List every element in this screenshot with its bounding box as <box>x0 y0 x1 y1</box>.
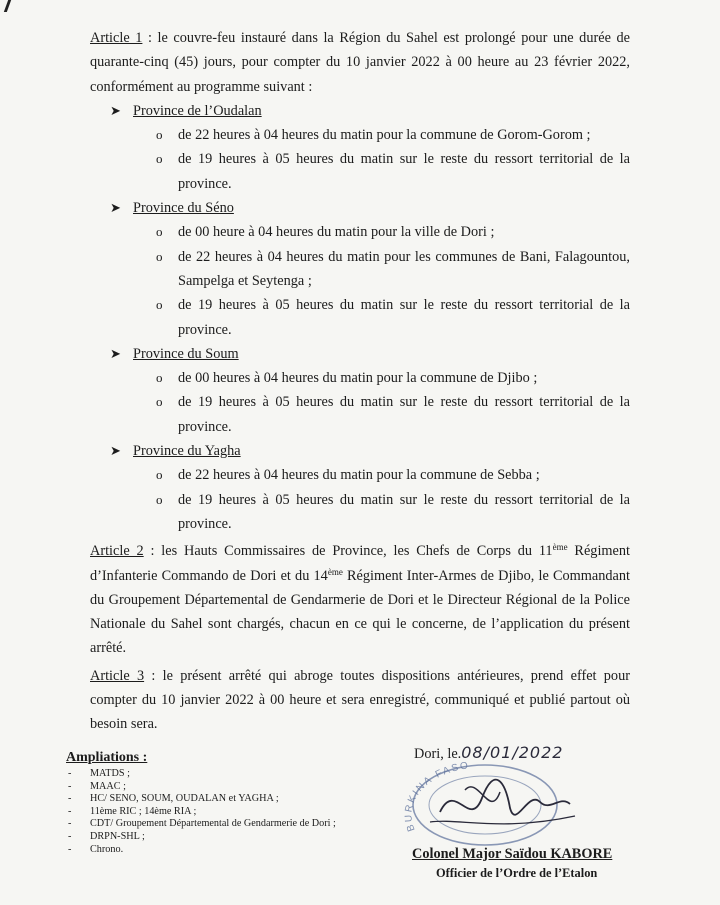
curfew-item <box>90 147 630 196</box>
article-2-text-3: Régiment Inter-Armes de Djibo, le Commandant du Groupement Départemental de Gendarmerie de Dori et le Directeur Régional de la Police Nationale du Sahel sont chargés, chacun en ce qui le concerne, de l’application du présent arrêté. <box>90 567 630 657</box>
stamp-and-signature <box>370 760 600 850</box>
signature-stroke-3 <box>465 787 500 802</box>
circle-bullet-icon: o <box>156 224 163 240</box>
curfew-item <box>90 220 630 244</box>
circle-bullet-icon: o <box>156 297 163 313</box>
corner-mark <box>4 0 25 12</box>
curfew-item <box>90 390 630 439</box>
circle-bullet-icon: o <box>156 491 163 507</box>
signatory-name: Colonel Major Saïdou KABORE <box>412 846 613 862</box>
curfew-item <box>90 463 630 487</box>
province-heading <box>90 342 630 366</box>
article-1-text: : le couvre-feu instauré dans la Région du Sahel est prolongé pour une durée de quarante-cinq (45) jours, pour compter du 10 janvier 2022 à 00 heure au 23 février 2022, conformément au programme suivant : <box>90 30 630 95</box>
curfew-item-text: de 00 heure à 04 heures du matin pour la ville de Dori ; <box>178 224 495 241</box>
ampliation-item: - CDT/ Groupement Départemental de Gendarmerie de Dori ; <box>66 818 366 831</box>
curfew-item-text: de 19 heures à 05 heures du matin sur le reste du ressort territorial de la province. <box>178 491 630 532</box>
ampliations-list <box>66 768 366 856</box>
curfew-item <box>90 245 630 294</box>
curfew-item-text: de 22 heures à 04 heures du matin pour les communes de Bani, Falagountou, Sampelga et Seytenga ; <box>178 248 630 289</box>
ampliation-item: - MAAC ; <box>66 781 366 794</box>
article-2-label: Article 2 <box>90 543 144 560</box>
arrow-bullet-icon: ➤ <box>110 443 121 459</box>
article-3-text: : le présent arrêté qui abroge toutes dispositions antérieures, prend effet pour compter du 10 janvier 2022 à 00 heure et sera enregistré, communiqué et publié partout où besoin sera. <box>90 667 630 733</box>
curfew-item-text: de 00 heures à 04 heures du matin pour la commune de Djibo ; <box>178 370 538 387</box>
province-list <box>90 99 630 536</box>
curfew-item-text: de 22 heures à 04 heures du matin pour la commune de Sebba ; <box>178 467 540 484</box>
province-name: Province de l’Oudalan <box>133 102 262 119</box>
province-heading <box>90 439 630 463</box>
circle-bullet-icon: o <box>156 151 163 167</box>
curfew-item-text: de 22 heures à 04 heures du matin pour la commune de Gorom-Gorom ; <box>178 127 591 144</box>
article-1 <box>90 26 630 99</box>
ampliation-item: - MATDS ; <box>66 768 366 781</box>
ampliations <box>66 750 366 856</box>
stamp-inner-ring <box>429 776 541 834</box>
circle-bullet-icon: o <box>156 248 163 264</box>
curfew-item-text: de 19 heures à 05 heures du matin sur le reste du ressort territorial de la province. <box>178 297 630 338</box>
circle-bullet-icon: o <box>156 394 163 410</box>
ampliations-title: Ampliations : <box>66 750 148 765</box>
ampliation-item: - 11ème RIC ; 14ème RIA ; <box>66 806 366 819</box>
curfew-item <box>90 488 630 537</box>
handwritten-date: 08/01/2022 <box>461 743 564 762</box>
curfew-item <box>90 293 630 342</box>
circle-bullet-icon: o <box>156 467 163 483</box>
signatory-title: Officier de l’Ordre de l’Etalon <box>436 866 598 880</box>
arrow-bullet-icon: ➤ <box>110 200 121 216</box>
document-body <box>90 26 630 737</box>
province-name: Province du Séno <box>133 200 234 217</box>
curfew-item <box>90 366 630 390</box>
signature-stroke-1 <box>440 780 570 815</box>
article-3 <box>90 664 630 737</box>
place-label: Dori, le. <box>414 746 462 762</box>
article-3-label: Article 3 <box>90 667 145 684</box>
ampliation-item: - HC/ SENO, SOUM, OUDALAN et YAGHA ; <box>66 793 366 806</box>
article-2-sup-2: ème <box>327 566 343 577</box>
curfew-item <box>90 123 630 147</box>
ampliation-item: - DRPN-SHL ; <box>66 831 366 844</box>
circle-bullet-icon: o <box>156 127 163 143</box>
article-2-sup-1: ème <box>552 542 568 553</box>
province-name: Province du Soum <box>133 345 239 362</box>
article-2-text-2: Régiment d’Infanterie Commando de Dori et du 14 <box>90 543 631 584</box>
curfew-item-text: de 19 heures à 05 heures du matin sur le reste du ressort territorial de la province. <box>178 151 630 192</box>
article-1-label: Article 1 <box>90 30 143 46</box>
circle-bullet-icon: o <box>156 370 163 386</box>
province-heading <box>90 99 630 123</box>
stamp-text: BURKINA FASO <box>403 760 471 833</box>
article-2-text-1: : les Hauts Commissaires de Province, les Chefs de Corps du 11 <box>143 543 553 560</box>
ampliation-item: - Chrono. <box>66 844 366 857</box>
curfew-item-text: de 19 heures à 05 heures du matin sur le reste du ressort territorial de la province. <box>178 394 630 435</box>
arrow-bullet-icon: ➤ <box>110 102 121 118</box>
province-heading <box>90 196 630 220</box>
arrow-bullet-icon: ➤ <box>110 345 121 361</box>
province-name: Province du Yagha <box>133 443 241 460</box>
article-2 <box>90 539 630 660</box>
